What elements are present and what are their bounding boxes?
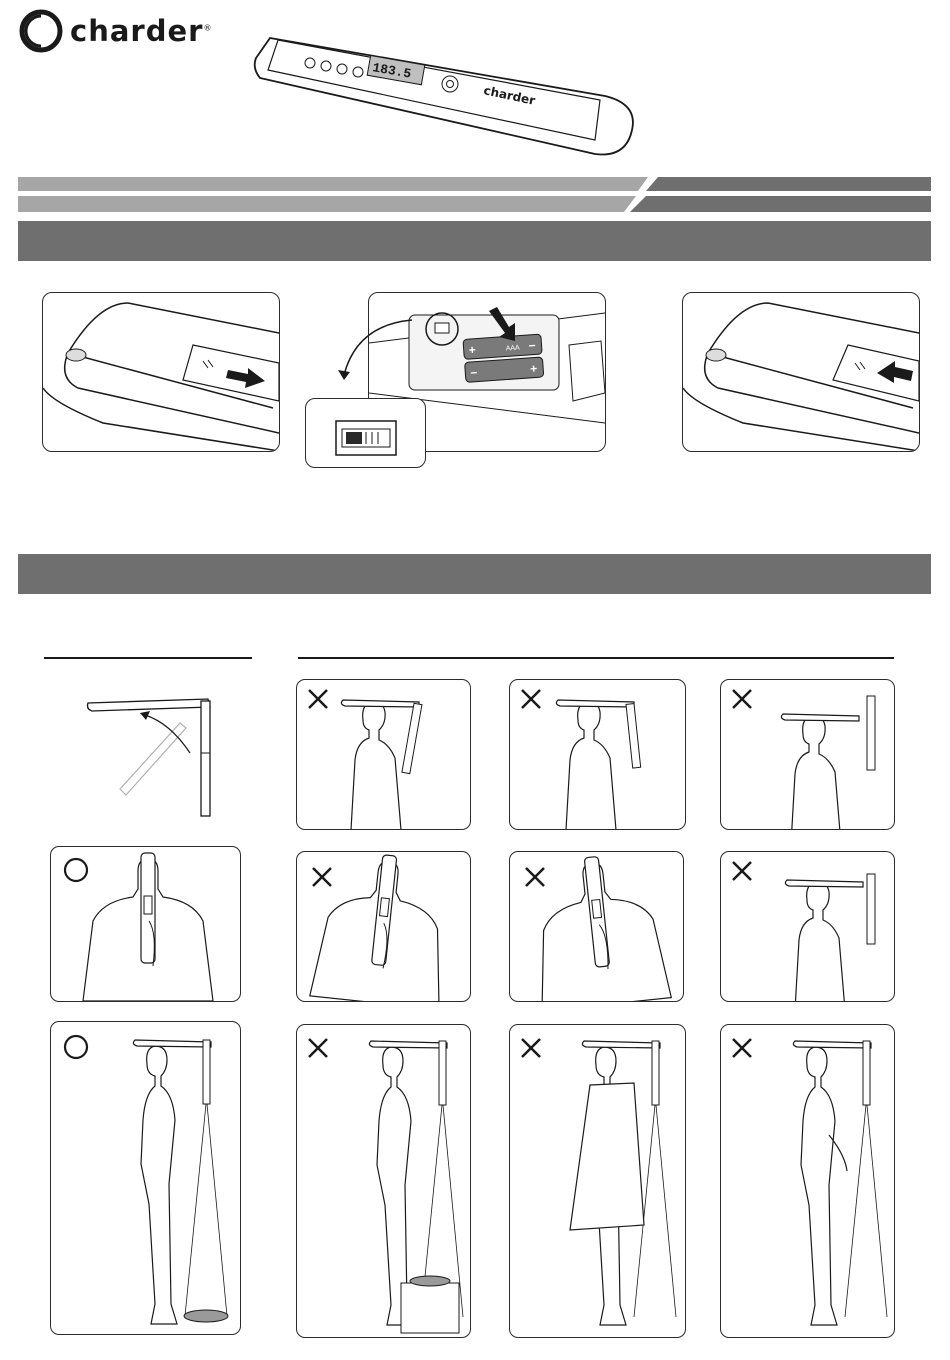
battery-type-label: AAA [505, 344, 520, 353]
header-stripe-bottom [18, 196, 931, 212]
incorrect-angled-headpiece [509, 679, 686, 830]
incorrect-hands-behind-back [720, 1024, 895, 1338]
unfold-device-figure [80, 693, 220, 818]
incorrect-head-tilted [720, 851, 895, 1002]
svg-text:+: + [468, 342, 477, 358]
step-open-battery-cover [42, 292, 280, 452]
device-display-reading: 183.5 [371, 60, 413, 82]
svg-text:−: − [528, 338, 537, 353]
incorrect-tilted-device [296, 679, 471, 830]
battery-switch-detail [305, 398, 426, 468]
correct-back-position [50, 846, 241, 1002]
device-brand-label: charder [482, 83, 537, 108]
incorrect-headpiece-not-touching [720, 679, 895, 830]
brand-name: charder® [70, 14, 213, 48]
section-bar-measurement [18, 554, 931, 594]
brand-logo [18, 8, 212, 54]
step-close-battery-cover [682, 292, 920, 452]
header-stripe-top [18, 177, 931, 191]
incorrect-back-tilt-right [509, 851, 684, 1002]
device-illustration [250, 18, 640, 168]
column-rule-incorrect [298, 657, 894, 659]
incorrect-wearing-coat [509, 1024, 686, 1338]
svg-text:−: − [469, 365, 478, 381]
zoom-pointer-arrow [332, 300, 432, 380]
column-rule-correct [44, 657, 252, 659]
incorrect-standing-on-box [296, 1024, 471, 1338]
brand-logo-icon [18, 8, 64, 54]
correct-standing-position [50, 1021, 241, 1335]
svg-text:+: + [529, 361, 538, 376]
incorrect-back-tilt-left [296, 851, 471, 1002]
section-bar-battery [18, 221, 931, 261]
